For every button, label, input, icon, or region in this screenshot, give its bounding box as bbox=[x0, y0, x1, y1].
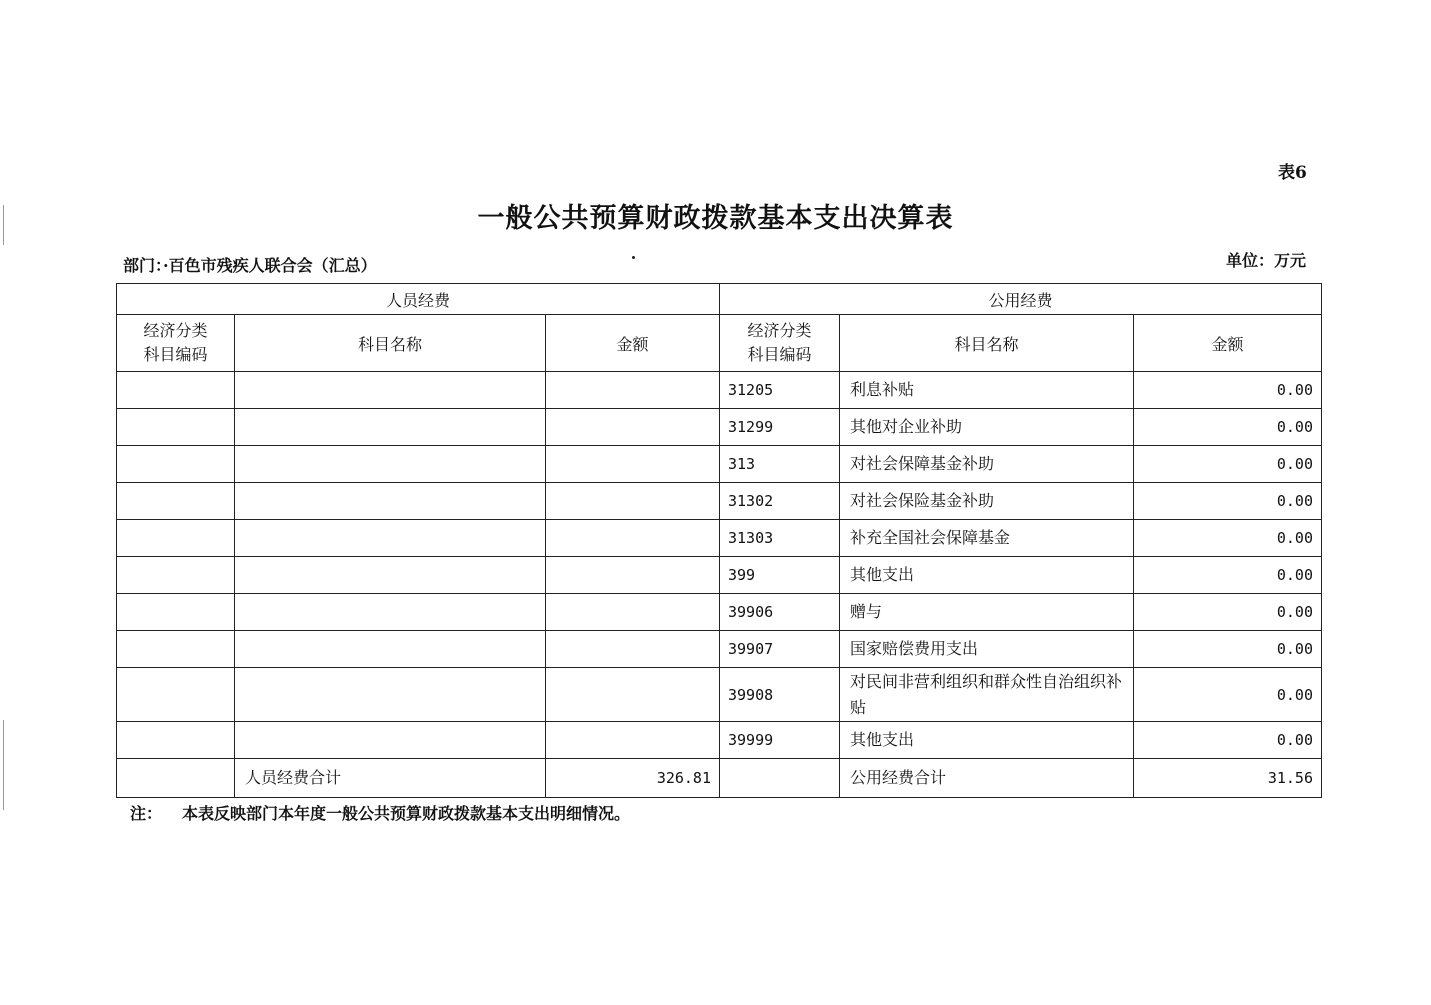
personnel-code-cell bbox=[117, 594, 235, 631]
personnel-amount-cell bbox=[546, 483, 720, 520]
personnel-code-cell bbox=[117, 409, 235, 446]
personnel-name-cell bbox=[235, 668, 546, 722]
personnel-name-cell bbox=[235, 722, 546, 759]
page-title: 一般公共预算财政拨款基本支出决算表 bbox=[477, 203, 954, 234]
public-total-amount: 31.56 bbox=[1134, 759, 1322, 798]
personnel-code-cell bbox=[117, 722, 235, 759]
stray-dot bbox=[632, 256, 635, 259]
public-amount-cell: 0.00 bbox=[1134, 557, 1322, 594]
personnel-code-cell bbox=[117, 446, 235, 483]
public-amount-cell: 0.00 bbox=[1134, 520, 1322, 557]
personnel-code-cell bbox=[117, 557, 235, 594]
personnel-total-code-cell bbox=[117, 759, 235, 798]
personnel-amount-cell bbox=[546, 520, 720, 557]
footnote-label: 注： bbox=[130, 804, 163, 823]
public-total-label: 公用经费合计 bbox=[840, 759, 1134, 798]
column-header-row bbox=[117, 315, 1322, 372]
public-name-cell: 对民间非营利组织和群众性自治组织补贴 bbox=[840, 668, 1134, 722]
public-name-cell: 其他支出 bbox=[840, 557, 1134, 594]
personnel-amount-cell bbox=[546, 372, 720, 409]
table-row bbox=[117, 557, 1322, 594]
table-row bbox=[117, 483, 1322, 520]
public-name-cell: 其他支出 bbox=[840, 722, 1134, 759]
personnel-code-cell bbox=[117, 483, 235, 520]
footnote bbox=[130, 801, 630, 824]
personnel-amount-cell bbox=[546, 409, 720, 446]
group-header-row bbox=[117, 284, 1322, 315]
personnel-name-cell bbox=[235, 557, 546, 594]
public-name-cell: 赠与 bbox=[840, 594, 1134, 631]
personnel-name-cell bbox=[235, 631, 546, 668]
personnel-name-cell bbox=[235, 409, 546, 446]
personnel-amount-cell bbox=[546, 722, 720, 759]
personnel-amount-cell bbox=[546, 446, 720, 483]
public-amount-cell: 0.00 bbox=[1134, 668, 1322, 722]
table-row bbox=[117, 722, 1322, 759]
public-code-cell: 399 bbox=[720, 557, 840, 594]
footnote-text: 本表反映部门本年度一般公共预算财政拨款基本支出明细情况。 bbox=[182, 804, 631, 823]
public-code-cell: 31205 bbox=[720, 372, 840, 409]
public-code-cell: 39906 bbox=[720, 594, 840, 631]
public-header: 公用经费 bbox=[720, 284, 1322, 315]
table-row bbox=[117, 446, 1322, 483]
public-code-cell: 39907 bbox=[720, 631, 840, 668]
table-row bbox=[117, 520, 1322, 557]
personnel-total-amount: 326.81 bbox=[546, 759, 720, 798]
public-amount-cell: 0.00 bbox=[1134, 446, 1322, 483]
expenditure-table bbox=[116, 283, 1322, 798]
personnel-name-cell bbox=[235, 483, 546, 520]
personnel-code-cell bbox=[117, 631, 235, 668]
public-amount-cell: 0.00 bbox=[1134, 409, 1322, 446]
public-name-cell: 补充全国社会保障基金 bbox=[840, 520, 1134, 557]
scan-edge-mark bbox=[3, 720, 4, 810]
public-name-cell: 对社会保障基金补助 bbox=[840, 446, 1134, 483]
personnel-amount-cell bbox=[546, 668, 720, 722]
public-code-cell: 31303 bbox=[720, 520, 840, 557]
public-econ-code-header: 经济分类 科目编码 bbox=[720, 315, 840, 372]
department-label: 部门：·百色市残疾人联合会（汇总） bbox=[123, 256, 377, 275]
personnel-code-cell bbox=[117, 668, 235, 722]
public-amount-cell: 0.00 bbox=[1134, 483, 1322, 520]
public-item-name-header: 科目名称 bbox=[840, 315, 1134, 372]
public-code-cell: 31299 bbox=[720, 409, 840, 446]
personnel-name-cell bbox=[235, 594, 546, 631]
personnel-item-name-header: 科目名称 bbox=[235, 315, 546, 372]
table-row bbox=[117, 631, 1322, 668]
totals-row bbox=[117, 759, 1322, 798]
personnel-header: 人员经费 bbox=[117, 284, 720, 315]
personnel-name-cell bbox=[235, 446, 546, 483]
public-code-cell: 31302 bbox=[720, 483, 840, 520]
personnel-amount-cell bbox=[546, 557, 720, 594]
public-amount-cell: 0.00 bbox=[1134, 631, 1322, 668]
table-row bbox=[117, 409, 1322, 446]
table-number: 表6 bbox=[1278, 163, 1307, 183]
public-code-cell: 39999 bbox=[720, 722, 840, 759]
personnel-amount-cell bbox=[546, 631, 720, 668]
table-row bbox=[117, 668, 1322, 722]
personnel-total-label: 人员经费合计 bbox=[235, 759, 546, 798]
personnel-econ-code-header: 经济分类 科目编码 bbox=[117, 315, 235, 372]
public-total-code-cell bbox=[720, 759, 840, 798]
personnel-amount-header: 金额 bbox=[546, 315, 720, 372]
personnel-amount-cell bbox=[546, 594, 720, 631]
public-amount-header: 金额 bbox=[1134, 315, 1322, 372]
public-name-cell: 利息补贴 bbox=[840, 372, 1134, 409]
public-name-cell: 对社会保险基金补助 bbox=[840, 483, 1134, 520]
public-name-cell: 其他对企业补助 bbox=[840, 409, 1134, 446]
public-amount-cell: 0.00 bbox=[1134, 372, 1322, 409]
public-code-cell: 39908 bbox=[720, 668, 840, 722]
personnel-code-cell bbox=[117, 372, 235, 409]
public-amount-cell: 0.00 bbox=[1134, 722, 1322, 759]
table-row bbox=[117, 594, 1322, 631]
personnel-code-cell bbox=[117, 520, 235, 557]
unit-label: 单位：万元 bbox=[1226, 251, 1307, 270]
public-amount-cell: 0.00 bbox=[1134, 594, 1322, 631]
public-name-cell: 国家赔偿费用支出 bbox=[840, 631, 1134, 668]
scan-edge-mark bbox=[3, 205, 4, 245]
personnel-name-cell bbox=[235, 372, 546, 409]
personnel-name-cell bbox=[235, 520, 546, 557]
public-code-cell: 313 bbox=[720, 446, 840, 483]
table-row bbox=[117, 372, 1322, 409]
